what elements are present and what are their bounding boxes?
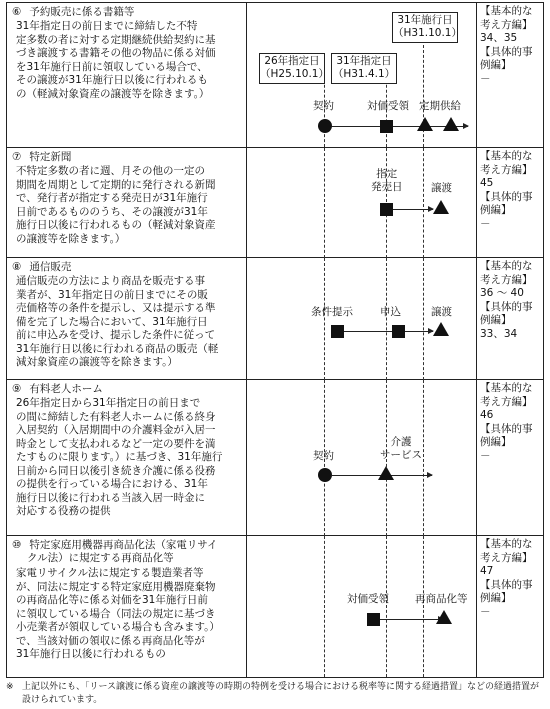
row-title: ⑨ 有料老人ホーム	[12, 383, 103, 395]
payment-label: 対価受領	[347, 593, 389, 605]
payment-marker	[380, 120, 393, 133]
transitional-measures-table	[6, 2, 544, 678]
contract-label: 契約	[313, 450, 334, 462]
table-row	[7, 380, 543, 536]
description-cell	[7, 258, 247, 379]
row-title: ⑦ 特定新聞	[12, 151, 72, 163]
table-row	[7, 3, 543, 148]
timeline-diagram	[247, 536, 477, 677]
date-divider-26	[324, 258, 325, 380]
date-divider-31-enforcement	[423, 536, 424, 677]
date-divider-31-designated	[386, 258, 387, 380]
date-divider-26	[324, 536, 325, 677]
terms-offered-marker	[331, 325, 344, 338]
date-divider-31-enforcement	[423, 380, 424, 536]
row-body: 不特定多数の者に週、月その他の一定の 期間を周期として定期的に発行される新聞 で、発行者が指定する発売日が31年施行 日前であるもののうち、その譲渡が31年 施行日以後に行われるもの（軽減対象資産 の譲渡等を除きます。）	[16, 165, 216, 245]
release-date-marker	[380, 203, 393, 216]
contract-marker	[318, 468, 332, 482]
row-title: ⑥ 予約販売に係る書籍等	[12, 6, 135, 18]
date-divider-31-designated	[386, 536, 387, 677]
timeline-diagram	[247, 380, 477, 535]
row-body: 家電リサイクル法に規定する製造業者等 が、同法に規定する特定家庭用機器廃棄物 の再商品化等に係る対価を31年施行日前 に領収している場合（同法の規定に基づき 小売業者が領収している場合も含みます。） で、当該対価の領収に係る再商品化等が 31年施行日以後に行われるもの	[16, 567, 220, 660]
row-number: ⑦	[12, 151, 22, 163]
timeline-diagram	[247, 258, 477, 379]
table-row	[7, 258, 543, 380]
footnote-text: 上記以外にも、「リース譲渡に係る資産の譲渡等の時期の特例を受ける場合における税率等に関する経過措置」などの経過措置が設けられています。	[22, 682, 540, 705]
row-title-continued: クル法）に規定する再商品化等	[27, 552, 174, 564]
supply-marker	[417, 117, 433, 131]
transfer-label: 譲渡	[431, 306, 452, 318]
designation-26-date-box: 26年指定日 （H25.10.1）	[259, 53, 325, 84]
supply-marker	[443, 117, 459, 131]
description-cell	[7, 380, 247, 535]
transfer-marker	[433, 200, 449, 214]
timeline-arrow	[393, 209, 433, 210]
care-service-marker	[378, 466, 394, 480]
reference-cell: 【基本的な 考え方編】 45 【具体的事 例編】 －	[480, 150, 533, 230]
date-divider-31-enforcement	[423, 148, 424, 258]
designation-31-date-box: 31年指定日 （H31.4.1）	[331, 53, 397, 84]
timeline-arrow	[373, 619, 443, 620]
row-number: ⑩	[12, 539, 22, 551]
reference-cell: 【基本的な 考え方編】 34、35 【具体的事 例編】 －	[480, 5, 533, 85]
table-row	[7, 148, 543, 258]
row-body: 31年指定日の前日までに締結した不特 定多数の者に対する定期継続供給契約に基 づき譲渡する書籍その他の物品に係る対価 を31年施行日前に領収している場合で、 その譲渡が31年施行日以後に行われるも の（軽減対象資産の譲渡等を除きます。）	[16, 20, 216, 100]
date-divider-26	[324, 148, 325, 258]
release-date-label: 指定 発売日	[371, 168, 403, 193]
care-service-label: 介護 サービス	[380, 436, 422, 461]
description-cell	[7, 3, 247, 147]
application-label: 申込	[380, 306, 401, 318]
timeline-arrow	[337, 331, 433, 332]
timeline-diagram	[247, 148, 477, 257]
reference-cell: 【基本的な 考え方編】 36 ～ 40 【具体的事 例編】 33、34	[480, 260, 533, 340]
row-body: 通信販売の方法により商品を販売する事 業者が、31年指定日の前日までにその販 売価格等の条件を提示し、又は提示する準 備を完了した場合において、31年施行日 前に申込みを受け、提示した条件に従って 31年施行日以後に行われる商品の販売（軽 減対象資産の譲渡等を除きます。）	[16, 275, 219, 368]
contract-label: 契約	[313, 100, 334, 112]
reference-cell: 【基本的な 考え方編】 46 【具体的事 例編】 －	[480, 382, 533, 462]
application-marker	[392, 325, 405, 338]
payment-marker	[367, 613, 380, 626]
terms-offered-label: 条件提示	[311, 306, 353, 318]
description-cell	[7, 536, 247, 677]
timeline-diagram	[247, 3, 477, 147]
row-title: ⑩ 特定家庭用機器再商品化法（家電リサイ	[12, 539, 218, 551]
date-divider-31-enforcement	[423, 45, 424, 147]
supply-label: 定期供給	[419, 100, 461, 112]
reference-cell: 【基本的な 考え方編】 47 【具体的事 例編】 －	[480, 538, 533, 618]
description-cell	[7, 148, 247, 257]
payment-label: 対価受領	[367, 100, 409, 112]
row-body: 26年指定日から31年指定日の前日まで の間に締結した有料老人ホームに係る終身 入居契約（入居期間中の介護料金が入居一 時金として支払われるなど一定の要件を満 たすものに限ります。）に基づき、31年施行 日前から同日以後引き続き介護に係る役務 の提供を行っている場合における、31年 施行日以後に行われる当該入居一時金に 対応する役務の提供	[16, 397, 223, 517]
recycling-label: 再商品化等	[415, 593, 468, 605]
row-title: ⑧ 通信販売	[12, 261, 72, 273]
row-number: ⑨	[12, 383, 22, 395]
table-row	[7, 536, 543, 677]
date-divider-31-enforcement	[423, 258, 424, 380]
transfer-label: 譲渡	[431, 182, 452, 194]
row-number: ⑥	[12, 6, 22, 18]
footnote-mark: ※	[6, 682, 14, 692]
contract-marker	[318, 119, 332, 133]
enforcement-date-box: 31年施行日 （H31.10.1）	[392, 12, 458, 43]
transfer-marker	[433, 322, 449, 336]
row-number: ⑧	[12, 261, 22, 273]
recycling-marker	[436, 610, 452, 624]
